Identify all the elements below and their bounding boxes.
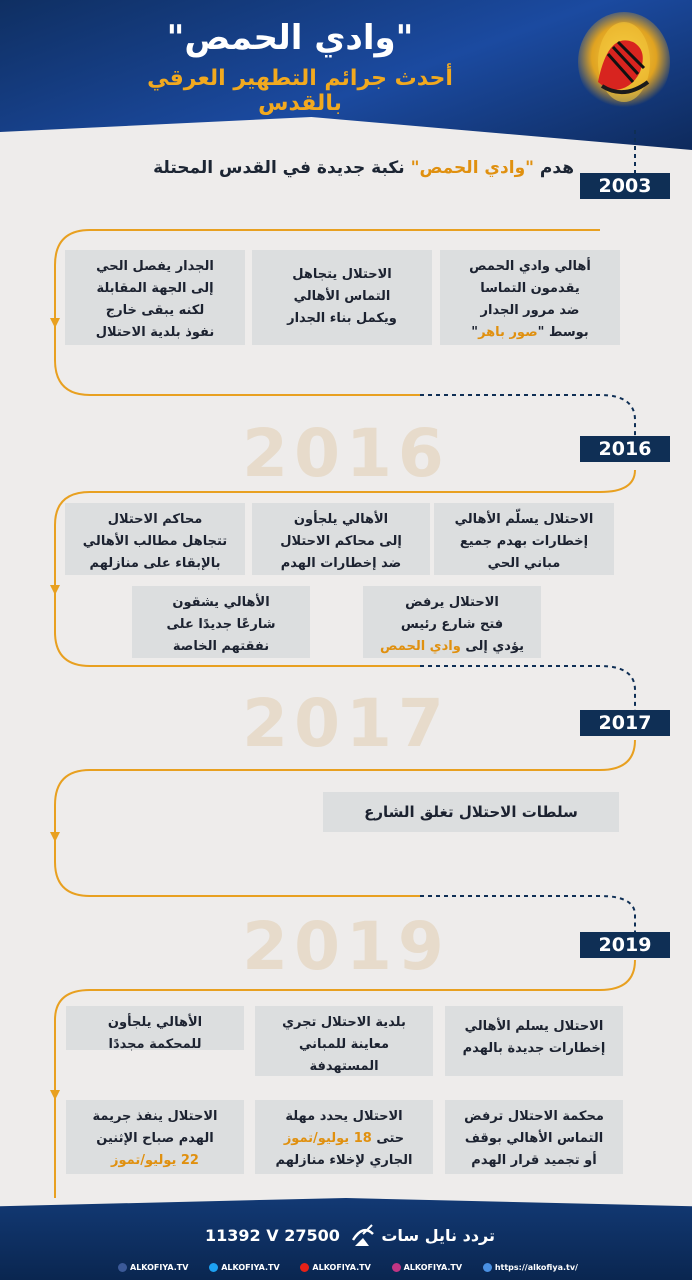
instagram-icon — [392, 1263, 401, 1272]
social-twitter[interactable]: ALKOFIYA.TV — [209, 1258, 279, 1276]
youtube-icon — [300, 1263, 309, 1272]
main-headline: هدم "وادي الحمص" نكبة جديدة في القدس المحتلة — [153, 158, 574, 178]
event-2019-inspection: بلدية الاحتلال تجري معاينة للمباني المستهدفة — [255, 1006, 433, 1076]
event-2019-demolition: الاحتلال ينفذ جريمة الهدم صباح الإثنين 22 يوليو/تموز — [66, 1100, 244, 1174]
event-2019-new-notices: الاحتلال يسلم الأهالي إخطارات جديدة بالهدم — [445, 1006, 623, 1076]
event-2019-court-rejects: محكمة الاحتلال ترفض التماس الأهالي بوقف أو تجميد قرار الهدم — [445, 1100, 623, 1174]
year-tag-2003: 2003 — [580, 173, 670, 199]
event-2003-wall: الجدار يفصل الحي إلى الجهة المقابلة لكنه يبقى خارج نفوذ بلدية الاحتلال — [65, 250, 245, 345]
event-2016-road-refused: الاحتلال يرفض فتح شارع رئيس يؤدي إلى وادي الحمص — [363, 586, 541, 658]
frequency-label: تردد نايل سات — [381, 1226, 495, 1245]
frequency-info — [205, 1226, 495, 1250]
event-2019-deadline: الاحتلال يحدد مهلة حتى 18 يوليو/تموز الجاري لإخلاء منازلهم — [255, 1100, 433, 1174]
event-2003-ignores: الاحتلال يتجاهل التماس الأهالي ويكمل بناء الجدار — [252, 250, 432, 345]
watermark-year-2016: 2016 — [242, 415, 450, 492]
year-tag-2019: 2019 — [580, 932, 670, 958]
page-subtitle: أحدث جرائم التطهير العرقي بالقدس — [147, 66, 453, 116]
social-website[interactable]: https://alkofiya.tv/ — [483, 1258, 578, 1276]
event-2016-courts: الأهالي يلجأون إلى محاكم الاحتلال ضد إخطارات الهدم — [252, 503, 430, 575]
event-2017-road-closed: سلطات الاحتلال تغلق الشارع — [323, 792, 619, 832]
frequency-value: 11392 V 27500 — [205, 1226, 340, 1245]
watermark-year-2019: 2019 — [242, 908, 450, 985]
event-2019-court-again: الأهالي يلجأون للمحكمة مجددًا — [66, 1006, 244, 1050]
year-tag-2017: 2017 — [580, 710, 670, 736]
satellite-dish-icon — [349, 1220, 377, 1248]
facebook-icon — [118, 1263, 127, 1272]
social-youtube[interactable]: ALKOFIYA.TV — [300, 1258, 370, 1276]
event-2016-court-ignores: محاكم الاحتلال تتجاهل مطالب الأهالي بالإبقاء على منازلهم — [65, 503, 245, 575]
page-title: "وادي الحمص" — [166, 18, 414, 58]
year-tag-2016: 2016 — [580, 436, 670, 462]
event-2003-petition: أهالي وادي الحمص يقدمون التماسا ضد مرور الجدار بوسط "صور باهر" — [440, 250, 620, 345]
event-2016-new-road: الأهالي يشقون شارعًا جديدًا على نفقتهم الخاصة — [132, 586, 310, 658]
twitter-icon — [209, 1263, 218, 1272]
web-icon — [483, 1263, 492, 1272]
social-instagram[interactable]: ALKOFIYA.TV — [392, 1258, 462, 1276]
event-2016-notices: الاحتلال يسلّم الأهالي إخطارات بهدم جميع مباني الحي — [434, 503, 614, 575]
watermark-year-2017: 2017 — [242, 685, 450, 762]
social-facebook[interactable]: ALKOFIYA.TV — [118, 1258, 188, 1276]
social-links — [118, 1258, 578, 1276]
